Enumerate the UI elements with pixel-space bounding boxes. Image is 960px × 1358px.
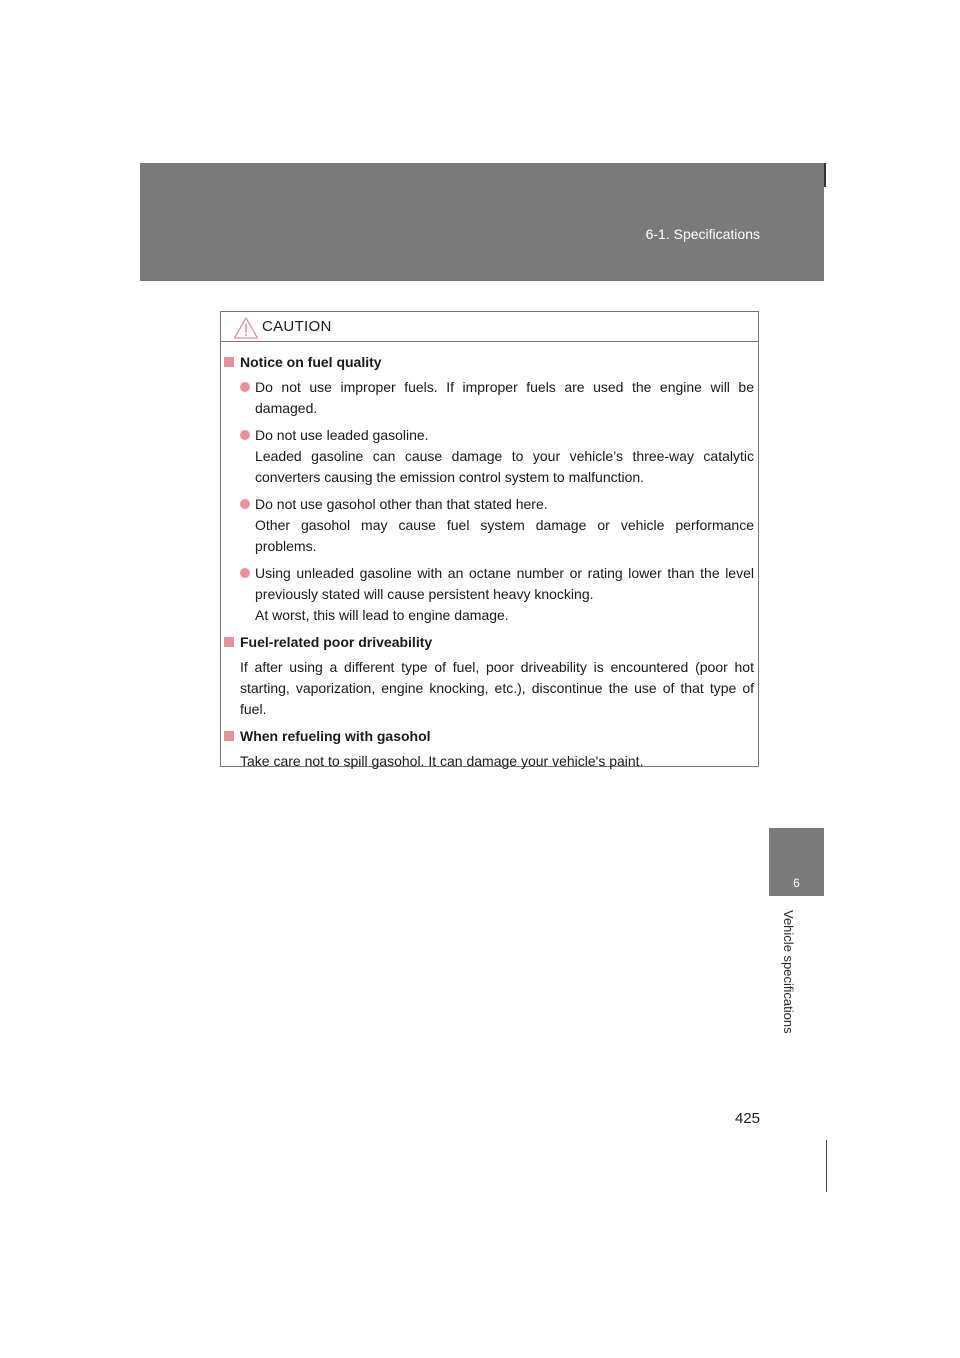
- square-bullet-icon: [224, 357, 234, 367]
- section-text: Take care not to spill gasohol. It can damage your vehicle's paint.: [240, 753, 644, 769]
- section-refueling-gasohol: [224, 726, 754, 772]
- chapter-tab: [769, 828, 824, 896]
- round-bullet-icon: [240, 499, 250, 509]
- round-bullet-icon: [240, 382, 250, 392]
- header-corner-mark: [824, 163, 826, 187]
- header-band: [140, 163, 824, 281]
- round-bullet-icon: [240, 568, 250, 578]
- caution-box: [220, 311, 759, 767]
- square-bullet-icon: [224, 637, 234, 647]
- page-number: 425: [734, 1110, 760, 1127]
- section-poor-driveability: [224, 632, 754, 720]
- warning-triangle-icon: [233, 316, 259, 340]
- caution-body: [224, 352, 754, 778]
- section-heading: When refueling with gasohol: [224, 726, 754, 747]
- chapter-title: Vehicle specifications: [781, 910, 796, 1034]
- list-item: Do not use leaded gasoline. Leaded gasoline can cause damage to your vehicle’s three-way catalytic converters causing the emission control system to malfunction.: [224, 425, 754, 488]
- page-edge-mark: [826, 1140, 827, 1192]
- caution-title: CAUTION: [262, 318, 332, 335]
- caution-header: [221, 312, 758, 342]
- list-item: Do not use gasohol other than that stated here. Other gasohol may cause fuel system damage or vehicle performance problems.: [224, 494, 754, 557]
- section-heading: Notice on fuel quality: [224, 352, 754, 373]
- chapter-number: 6: [793, 876, 800, 890]
- section-text: If after using a different type of fuel, poor driveability is encountered (poor hot starting, vaporization, engine knocking, etc.), discontinue the use of that type of fuel.: [240, 659, 754, 717]
- list-item: Do not use improper fuels. If improper fuels are used the engine will be damaged.: [224, 377, 754, 419]
- section-title: 6-1. Specifications: [645, 226, 760, 242]
- list-item: Using unleaded gasoline with an octane number or rating lower than the level previously stated will cause persistent heavy knocking. At worst, this will lead to engine damage.: [224, 563, 754, 626]
- section-fuel-quality: [224, 352, 754, 626]
- square-bullet-icon: [224, 731, 234, 741]
- round-bullet-icon: [240, 430, 250, 440]
- section-heading: Fuel-related poor driveability: [224, 632, 754, 653]
